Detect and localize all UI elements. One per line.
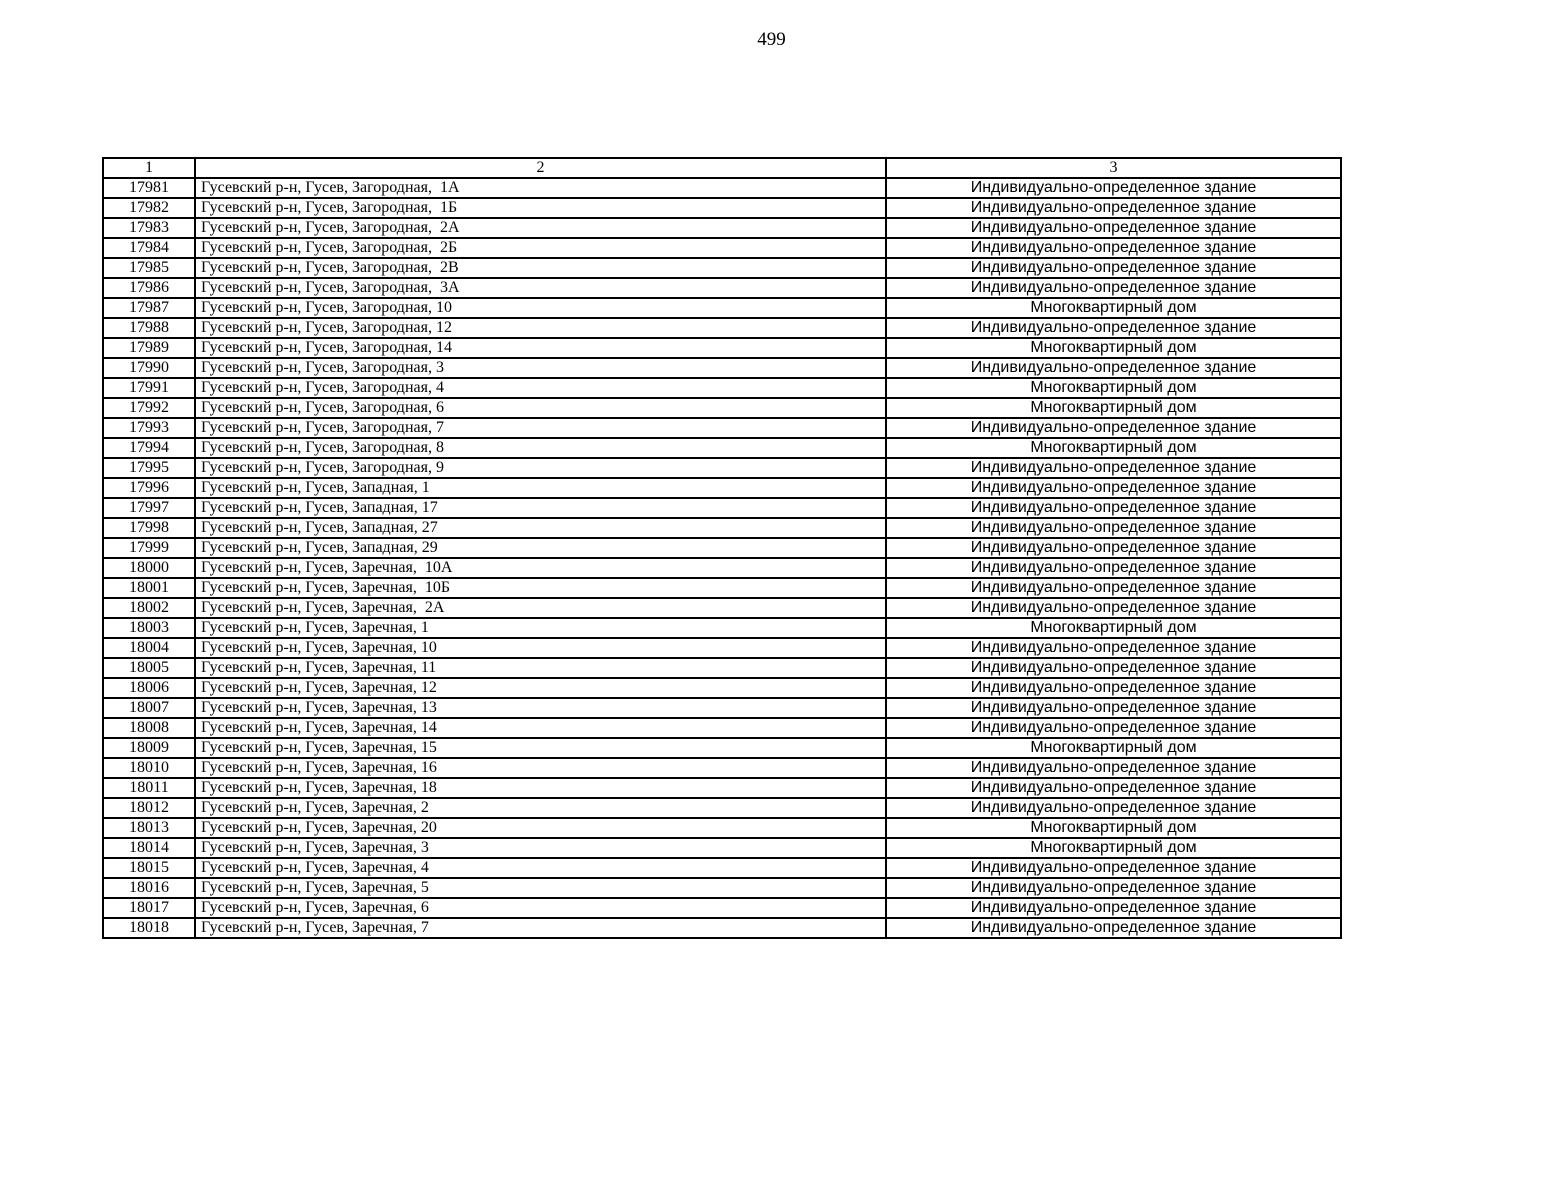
row-number-cell: 18008	[103, 718, 195, 738]
address-cell: Гусевский р-н, Гусев, Заречная, 2	[195, 798, 886, 818]
building-type-cell: Индивидуально-определенное здание	[886, 358, 1341, 378]
building-type-cell: Многоквартирный дом	[886, 378, 1341, 398]
building-type-cell: Индивидуально-определенное здание	[886, 478, 1341, 498]
row-number-cell: 18004	[103, 638, 195, 658]
address-cell: Гусевский р-н, Гусев, Заречная, 16	[195, 758, 886, 778]
address-cell: Гусевский р-н, Гусев, Заречная, 1	[195, 618, 886, 638]
table-body	[103, 178, 1341, 938]
table-row	[103, 518, 1341, 538]
address-cell: Гусевский р-н, Гусев, Заречная, 11	[195, 658, 886, 678]
address-cell: Гусевский р-н, Гусев, Заречная, 6	[195, 898, 886, 918]
building-type-cell: Индивидуально-определенное здание	[886, 858, 1341, 878]
table-row	[103, 818, 1341, 838]
table-row	[103, 418, 1341, 438]
row-number-cell: 17986	[103, 278, 195, 298]
building-type-cell: Индивидуально-определенное здание	[886, 598, 1341, 618]
building-type-cell: Многоквартирный дом	[886, 398, 1341, 418]
building-type-cell: Индивидуально-определенное здание	[886, 458, 1341, 478]
row-number-cell: 17994	[103, 438, 195, 458]
row-number-cell: 17999	[103, 538, 195, 558]
table-row	[103, 298, 1341, 318]
row-number-cell: 18006	[103, 678, 195, 698]
table-row	[103, 458, 1341, 478]
page-number: 499	[757, 29, 786, 50]
address-cell: Гусевский р-н, Гусев, Загородная, 12	[195, 318, 886, 338]
table-row	[103, 178, 1341, 198]
row-number-cell: 18005	[103, 658, 195, 678]
address-cell: Гусевский р-н, Гусев, Загородная, 1Б	[195, 198, 886, 218]
table-row	[103, 238, 1341, 258]
row-number-cell: 18016	[103, 878, 195, 898]
table-row	[103, 778, 1341, 798]
address-cell: Гусевский р-н, Гусев, Заречная, 15	[195, 738, 886, 758]
row-number-cell: 18015	[103, 858, 195, 878]
table-row	[103, 558, 1341, 578]
address-cell: Гусевский р-н, Гусев, Загородная, 10	[195, 298, 886, 318]
table-row	[103, 758, 1341, 778]
property-table	[102, 157, 1342, 939]
table-row	[103, 858, 1341, 878]
address-cell: Гусевский р-н, Гусев, Заречная, 3	[195, 838, 886, 858]
table-row	[103, 218, 1341, 238]
address-cell: Гусевский р-н, Гусев, Загородная, 3А	[195, 278, 886, 298]
table-row	[103, 618, 1341, 638]
row-number-cell: 17996	[103, 478, 195, 498]
building-type-cell: Индивидуально-определенное здание	[886, 278, 1341, 298]
address-cell: Гусевский р-н, Гусев, Заречная, 7	[195, 918, 886, 938]
building-type-cell: Индивидуально-определенное здание	[886, 198, 1341, 218]
row-number-cell: 18018	[103, 918, 195, 938]
table-row	[103, 438, 1341, 458]
building-type-cell: Индивидуально-определенное здание	[886, 778, 1341, 798]
address-cell: Гусевский р-н, Гусев, Заречная, 10А	[195, 558, 886, 578]
table-header	[103, 158, 1341, 178]
row-number-cell: 17983	[103, 218, 195, 238]
table-row	[103, 658, 1341, 678]
table-row	[103, 898, 1341, 918]
table-row	[103, 598, 1341, 618]
building-type-cell: Индивидуально-определенное здание	[886, 918, 1341, 938]
address-cell: Гусевский р-н, Гусев, Западная, 1	[195, 478, 886, 498]
row-number-cell: 17988	[103, 318, 195, 338]
building-type-cell: Индивидуально-определенное здание	[886, 638, 1341, 658]
address-cell: Гусевский р-н, Гусев, Заречная, 14	[195, 718, 886, 738]
building-type-cell: Индивидуально-определенное здание	[886, 798, 1341, 818]
table-row	[103, 878, 1341, 898]
building-type-cell: Индивидуально-определенное здание	[886, 238, 1341, 258]
row-number-cell: 17995	[103, 458, 195, 478]
building-type-cell: Индивидуально-определенное здание	[886, 698, 1341, 718]
row-number-cell: 18007	[103, 698, 195, 718]
address-cell: Гусевский р-н, Гусев, Загородная, 2А	[195, 218, 886, 238]
address-cell: Гусевский р-н, Гусев, Загородная, 14	[195, 338, 886, 358]
table-row	[103, 318, 1341, 338]
building-type-cell: Индивидуально-определенное здание	[886, 718, 1341, 738]
row-number-cell: 17991	[103, 378, 195, 398]
table-row	[103, 278, 1341, 298]
building-type-cell: Индивидуально-определенное здание	[886, 538, 1341, 558]
address-cell: Гусевский р-н, Гусев, Загородная, 7	[195, 418, 886, 438]
building-type-cell: Многоквартирный дом	[886, 738, 1341, 758]
header-row	[103, 158, 1341, 178]
building-type-cell: Индивидуально-определенное здание	[886, 758, 1341, 778]
row-number-cell: 18011	[103, 778, 195, 798]
table-row	[103, 198, 1341, 218]
table-row	[103, 838, 1341, 858]
table-row	[103, 538, 1341, 558]
row-number-cell: 18010	[103, 758, 195, 778]
building-type-cell: Индивидуально-определенное здание	[886, 498, 1341, 518]
row-number-cell: 18014	[103, 838, 195, 858]
building-type-cell: Индивидуально-определенное здание	[886, 218, 1341, 238]
address-cell: Гусевский р-н, Гусев, Загородная, 2Б	[195, 238, 886, 258]
building-type-cell: Многоквартирный дом	[886, 838, 1341, 858]
table-row	[103, 498, 1341, 518]
building-type-cell: Индивидуально-определенное здание	[886, 178, 1341, 198]
building-type-cell: Индивидуально-определенное здание	[886, 658, 1341, 678]
row-number-cell: 18000	[103, 558, 195, 578]
table-row	[103, 578, 1341, 598]
building-type-cell: Индивидуально-определенное здание	[886, 418, 1341, 438]
address-cell: Гусевский р-н, Гусев, Загородная, 2В	[195, 258, 886, 278]
row-number-cell: 17982	[103, 198, 195, 218]
table-row	[103, 378, 1341, 398]
row-number-cell: 17993	[103, 418, 195, 438]
row-number-cell: 18013	[103, 818, 195, 838]
header-col-3: 3	[886, 158, 1341, 178]
address-cell: Гусевский р-н, Гусев, Заречная, 4	[195, 858, 886, 878]
building-type-cell: Индивидуально-определенное здание	[886, 898, 1341, 918]
building-type-cell: Многоквартирный дом	[886, 298, 1341, 318]
building-type-cell: Многоквартирный дом	[886, 338, 1341, 358]
row-number-cell: 18003	[103, 618, 195, 638]
address-cell: Гусевский р-н, Гусев, Западная, 29	[195, 538, 886, 558]
building-type-cell: Многоквартирный дом	[886, 618, 1341, 638]
address-cell: Гусевский р-н, Гусев, Западная, 27	[195, 518, 886, 538]
row-number-cell: 17985	[103, 258, 195, 278]
table-row	[103, 918, 1341, 938]
row-number-cell: 17997	[103, 498, 195, 518]
building-type-cell: Индивидуально-определенное здание	[886, 318, 1341, 338]
building-type-cell: Индивидуально-определенное здание	[886, 578, 1341, 598]
row-number-cell: 17987	[103, 298, 195, 318]
address-cell: Гусевский р-н, Гусев, Заречная, 18	[195, 778, 886, 798]
building-type-cell: Индивидуально-определенное здание	[886, 558, 1341, 578]
row-number-cell: 18012	[103, 798, 195, 818]
table-row	[103, 398, 1341, 418]
table-row	[103, 798, 1341, 818]
address-cell: Гусевский р-н, Гусев, Заречная, 12	[195, 678, 886, 698]
table-row	[103, 698, 1341, 718]
address-cell: Гусевский р-н, Гусев, Загородная, 3	[195, 358, 886, 378]
row-number-cell: 17990	[103, 358, 195, 378]
building-type-cell: Индивидуально-определенное здание	[886, 258, 1341, 278]
header-col-1: 1	[103, 158, 195, 178]
table-row	[103, 718, 1341, 738]
table-row	[103, 358, 1341, 378]
building-type-cell: Индивидуально-определенное здание	[886, 678, 1341, 698]
address-cell: Гусевский р-н, Гусев, Западная, 17	[195, 498, 886, 518]
address-cell: Гусевский р-н, Гусев, Загородная, 9	[195, 458, 886, 478]
table-row	[103, 258, 1341, 278]
address-cell: Гусевский р-н, Гусев, Заречная, 13	[195, 698, 886, 718]
address-cell: Гусевский р-н, Гусев, Заречная, 5	[195, 878, 886, 898]
building-type-cell: Многоквартирный дом	[886, 438, 1341, 458]
table-row	[103, 478, 1341, 498]
address-cell: Гусевский р-н, Гусев, Заречная, 10	[195, 638, 886, 658]
row-number-cell: 18002	[103, 598, 195, 618]
table-row	[103, 338, 1341, 358]
building-type-cell: Индивидуально-определенное здание	[886, 518, 1341, 538]
address-cell: Гусевский р-н, Гусев, Загородная, 8	[195, 438, 886, 458]
header-col-2: 2	[195, 158, 886, 178]
address-cell: Гусевский р-н, Гусев, Заречная, 2А	[195, 598, 886, 618]
table-row	[103, 678, 1341, 698]
row-number-cell: 17998	[103, 518, 195, 538]
row-number-cell: 18017	[103, 898, 195, 918]
building-type-cell: Многоквартирный дом	[886, 818, 1341, 838]
row-number-cell: 17989	[103, 338, 195, 358]
address-cell: Гусевский р-н, Гусев, Заречная, 20	[195, 818, 886, 838]
table-row	[103, 638, 1341, 658]
address-cell: Гусевский р-н, Гусев, Загородная, 6	[195, 398, 886, 418]
row-number-cell: 18001	[103, 578, 195, 598]
row-number-cell: 17992	[103, 398, 195, 418]
address-cell: Гусевский р-н, Гусев, Загородная, 4	[195, 378, 886, 398]
row-number-cell: 17984	[103, 238, 195, 258]
table-row	[103, 738, 1341, 758]
row-number-cell: 17981	[103, 178, 195, 198]
building-type-cell: Индивидуально-определенное здание	[886, 878, 1341, 898]
row-number-cell: 18009	[103, 738, 195, 758]
address-cell: Гусевский р-н, Гусев, Заречная, 10Б	[195, 578, 886, 598]
address-cell: Гусевский р-н, Гусев, Загородная, 1А	[195, 178, 886, 198]
